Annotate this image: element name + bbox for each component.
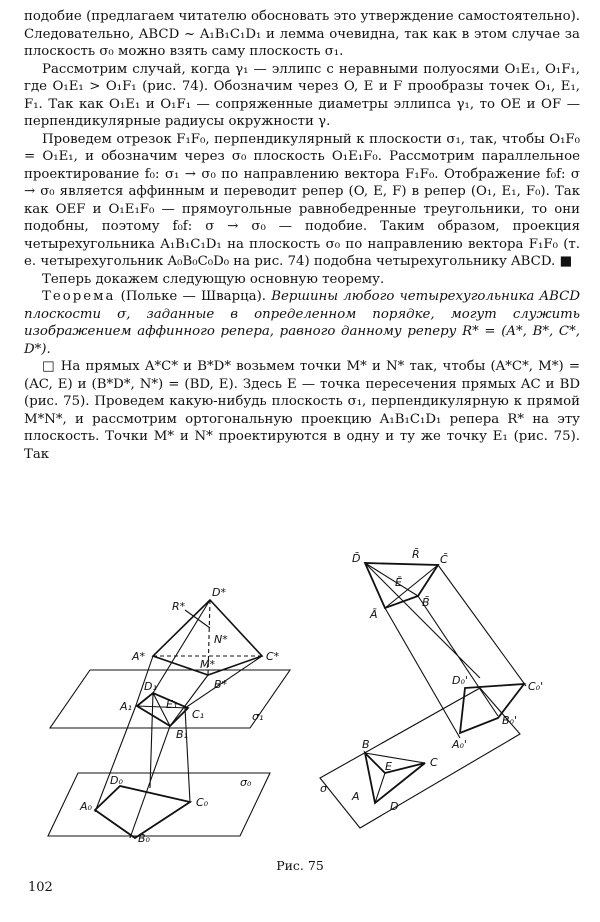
- label-D: D: [390, 800, 399, 813]
- label-M-star: M*: [200, 658, 215, 671]
- label-C: C: [430, 756, 438, 769]
- paragraph: подобие (предлагаем читателю обосновать это утверждение самостоятельно). Следовательно, ABCD ~ A₁B₁C₁D₁ и лемма очевидна, так как в этом случае за плоскость σ₀ можно взять саму плоскость σ₁.: [24, 9, 580, 59]
- label-C1: C₁: [192, 708, 205, 721]
- theorem-label: Теорема: [42, 289, 116, 304]
- page-number: 102: [28, 880, 53, 895]
- label-C-star: C*: [266, 650, 280, 663]
- label-sigma1: σ₁: [252, 710, 264, 723]
- theorem-statement: Вершины любого четырехугольника ABCD плоскости σ, заданные в определенном порядке, могут служить изображением аффинного репера, равного данному реперу R* = (A*, B*, C*, D*).: [24, 289, 580, 357]
- projection-lines: [95, 600, 262, 838]
- label-B: B: [362, 738, 370, 751]
- label-D1: D₁: [144, 680, 157, 693]
- label-A0-prime: A₀': [452, 738, 467, 751]
- label-B0: B₀: [138, 832, 150, 845]
- label-A-star: A*: [132, 650, 146, 663]
- label-sigma0: σ₀: [240, 776, 252, 789]
- paragraph: Проведем отрезок F₁F₀, перпендикулярный к плоскости σ₁, так, чтобы O₁F₀ = O₁E₁, и обозначим через σ₀ плоскость O₁E₁F₀. Рассмотрим параллельное проектирование f₀: σ₁ → σ₀ по направлению вектора F₁F₀. Отображение f₀f: σ → σ₀ является аффинным и переводит репер (O, E, F) в репер (O₁, E₁, F₀). Так как OEF и O₁E₁F₀ — прямоугольные равнобедренные треугольники, то они подобны, поэтому f₀f: σ → σ₀ — подобие. Таким образом, проекция четырехугольника A₁B₁C₁D₁ на плоскость σ₀ по направлению вектора F₁F₀ (т. е. четырехугольник A₀B₀C₀D₀ на рис. 74) подобна четырехугольнику ABCD. ■: [24, 131, 580, 269]
- label-A: A: [352, 790, 360, 803]
- label-R-bar: R̄: [412, 548, 420, 561]
- paragraph: Теперь докажем следующую основную теорему.: [42, 271, 385, 287]
- label-C0: C₀: [196, 796, 209, 809]
- plane-sigma: [320, 688, 520, 828]
- paragraph: Рассмотрим случай, когда γ₁ — эллипс с неравными полуосями O₁E₁, O₁F₁, где O₁E₁ > O₁F₁ (рис. 74). Обозначим через O, E и F прообразы точек O₁, E₁, F₁. Так как O₁E₁ и O₁F₁ — сопряженные диаметры эллипса γ₁, то OE и OF — перпендикулярные радиусы окружности γ.: [24, 61, 580, 129]
- label-D0: D₀: [110, 774, 123, 787]
- quad-sigma0: [95, 786, 190, 838]
- proof-paragraph: □ На прямых A*C* и B*D* возьмем точки M* и N* так, чтобы (A*C*, M*) = (AC, E) и (B*D*, N*) = (BD, E). Здесь E — точка пересечения прямых AC и BD (рис. 75). Проведем какую-нибудь плоскость σ₁, перпендикулярную к прямой M*N*, и рассмотрим ортогональную проекцию A₁B₁C₁D₁ репера R* на эту плоскость. Точки M* и N* проектируются в одну и ту же точку E₁ (рис. 75). Так: [24, 359, 580, 462]
- label-A-bar: Ā: [370, 608, 378, 621]
- figure-caption: Рис. 75: [276, 858, 324, 873]
- label-D0-prime: D₀': [452, 674, 468, 687]
- label-A1: A₁: [120, 700, 132, 713]
- body-text: [24, 8, 580, 463]
- label-D-star: D*: [212, 586, 226, 599]
- label-B0-prime: B₀': [502, 714, 517, 727]
- label-C-bar: C̄: [440, 553, 448, 566]
- figure-75: [40, 548, 570, 848]
- label-E1: E₁: [166, 698, 178, 711]
- label-R-star: R*: [172, 600, 186, 613]
- label-C0-prime: C₀': [528, 680, 544, 693]
- label-B1: B₁: [176, 728, 188, 741]
- theorem: [24, 288, 580, 358]
- label-N-star: N*: [214, 633, 228, 646]
- theorem-name: (Польке — Шварца).: [120, 289, 266, 304]
- label-E: E: [385, 760, 392, 773]
- label-A0: A₀: [80, 800, 92, 813]
- label-D-bar: D̄: [352, 552, 361, 565]
- quad-sigma1: [137, 693, 188, 726]
- label-B-bar: B̄: [422, 596, 430, 609]
- label-E-bar: Ē: [395, 576, 402, 589]
- label-B-star: B*: [214, 678, 228, 691]
- label-sigma: σ: [320, 782, 327, 795]
